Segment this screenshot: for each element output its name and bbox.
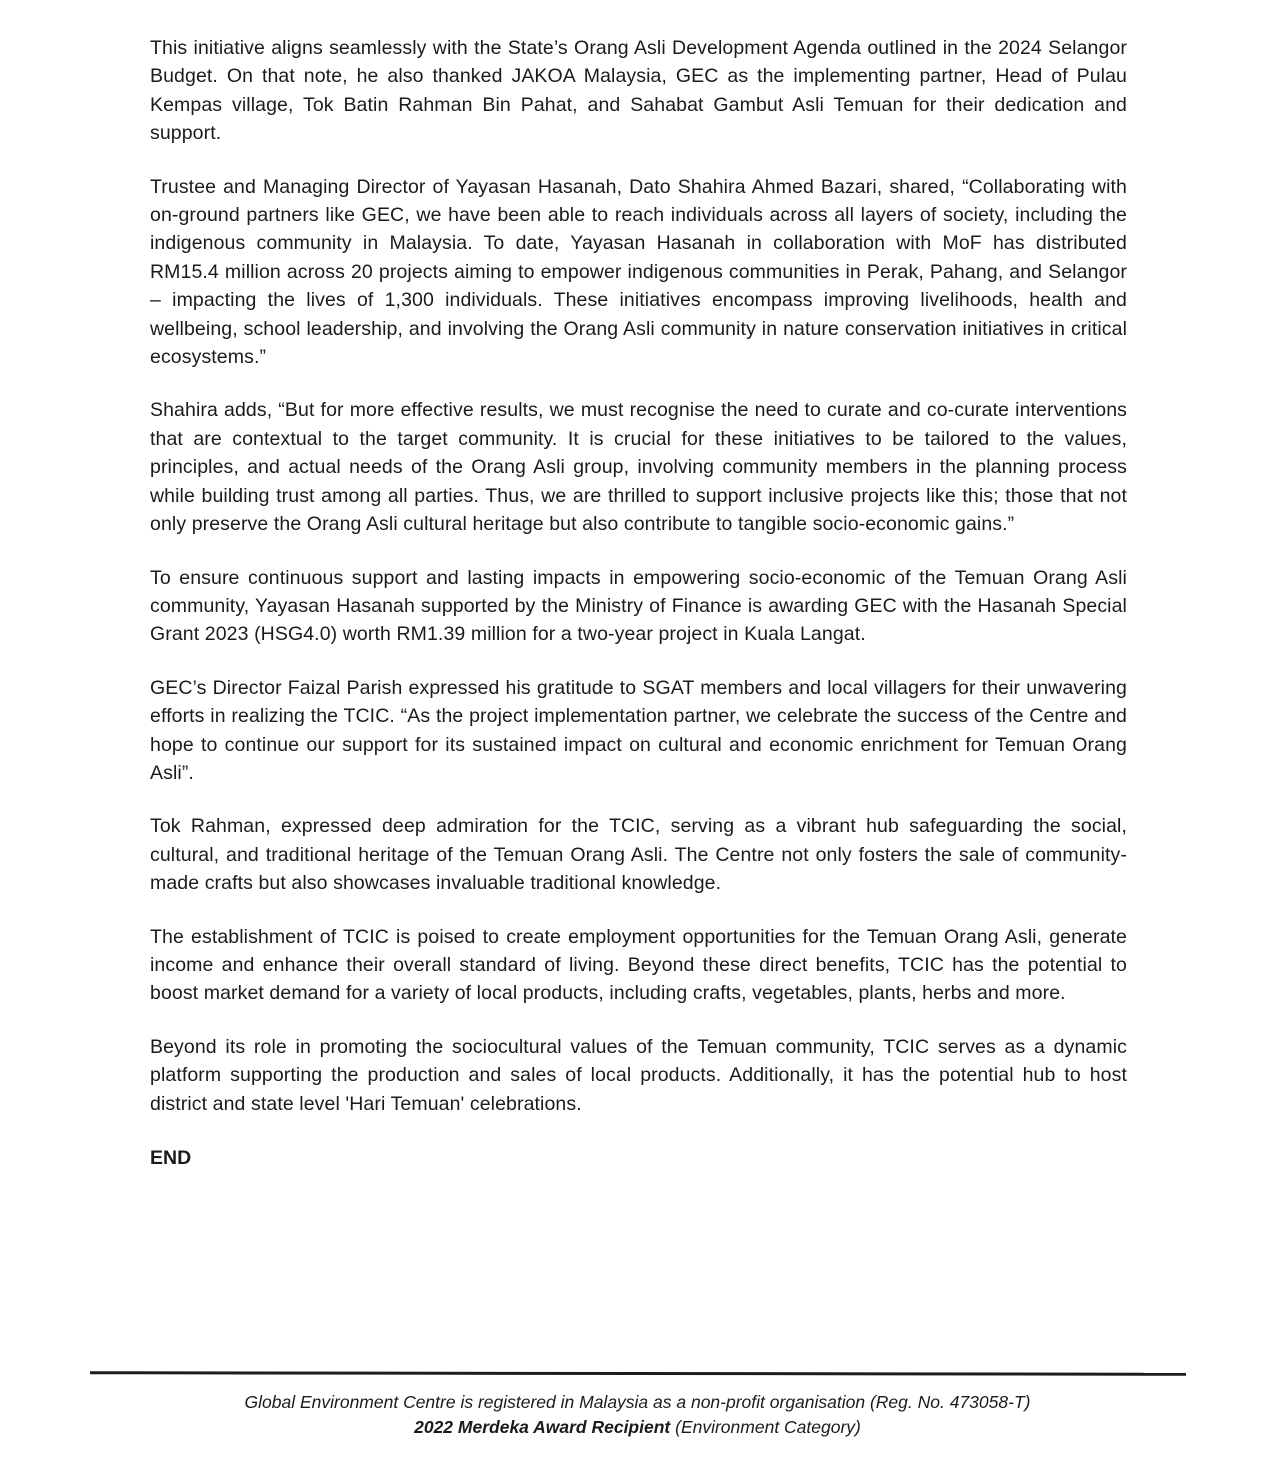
body-paragraph: Tok Rahman, expressed deep admiration for the TCIC, serving as a vibrant hub safeguarding the social, cultural, and traditional heritage of the Temuan Orang Asli. The Centre not only fosters the sale of community-made crafts but also showcases invaluable traditional knowledge. (150, 815, 1127, 895)
footer-award-text (0, 1415, 1275, 1440)
footer-award-bold: 2022 Merdeka Award Recipient (414, 1417, 671, 1437)
body-paragraph: This initiative aligns seamlessly with the State’s Orang Asli Development Agenda outlined in the 2024 Selangor Budget. On that note, he also thanked JAKOA Malaysia, GEC as the implementing partner, Head of Pulau Kempas village, Tok Batin Rahman Bin Pahat, and Sahabat Gambut Asli Temuan for their dedication and support. (150, 37, 1127, 145)
body-paragraph: GEC’s Director Faizal Parish expressed his gratitude to SGAT members and local villagers for their unwavering efforts in realizing the TCIC. “As the project implementation partner, we celebrate the success of the Centre and hope to continue our support for its sustained impact on cultural and economic enrichment for Temuan Orang Asli”. (150, 676, 1127, 784)
footer-award-category: (Environment Category) (670, 1417, 861, 1437)
footer-registration-text: Global Environment Centre is registered in Malaysia as a non-profit organisation (Reg. No. 473058-T) (244, 1392, 1031, 1412)
body-paragraph: The establishment of TCIC is poised to create employment opportunities for the Temuan Orang Asli, generate income and enhance their overall standard of living. Beyond these direct benefits, TCIC has the potential to boost market demand for a variety of local products, including crafts, vegetables, plants, herbs and more. (150, 925, 1127, 1005)
body-paragraph: Beyond its role in promoting the sociocultural values of the Temuan community, TCIC serves as a dynamic platform supporting the production and sales of local products. Additionally, it has the potential hub to host district and state level 'Hari Temuan' celebrations. (150, 1035, 1127, 1115)
body-paragraph: Trustee and Managing Director of Yayasan Hasanah, Dato Shahira Ahmed Bazari, shared, “Collaborating with on-ground partners like GEC, we have been able to reach individuals across all layers of society, including the indigenous community in Malaysia. To date, Yayasan Hasanah in collaboration with MoF has distributed RM15.4 million across 20 projects aiming to empower indigenous communities in Perak, Pahang, and Selangor – impacting the lives of 1,300 individuals. These initiatives encompass improving livelihoods, health and wellbeing, school leadership, and involving the Orang Asli community in nature conservation initiatives in critical ecosystems.” (150, 175, 1127, 369)
footer-divider-line (90, 1371, 1186, 1375)
body-paragraph: Shahira adds, “But for more effective results, we must recognise the need to curate and co-curate interventions that are contextual to the target community. It is crucial for these initiatives to be tailored to the values, principles, and actual needs of the Orang Asli group, involving community members in the planning process while building trust among all parties. Thus, we are thrilled to support inclusive projects like this; those that not only preserve the Orang Asli cultural heritage but also contribute to tangible socio-economic gains.” (150, 399, 1127, 536)
page-footer (0, 1390, 1275, 1440)
document-body (150, 34, 1127, 1172)
end-marker: END (150, 1147, 192, 1169)
body-paragraph: To ensure continuous support and lasting impacts in empowering socio-economic of the Temuan Orang Asli community, Yayasan Hasanah supported by the Ministry of Finance is awarding GEC with the Hasanah Special Grant 2023 (HSG4.0) worth RM1.39 million for a two-year project in Kuala Langat. (150, 566, 1127, 646)
